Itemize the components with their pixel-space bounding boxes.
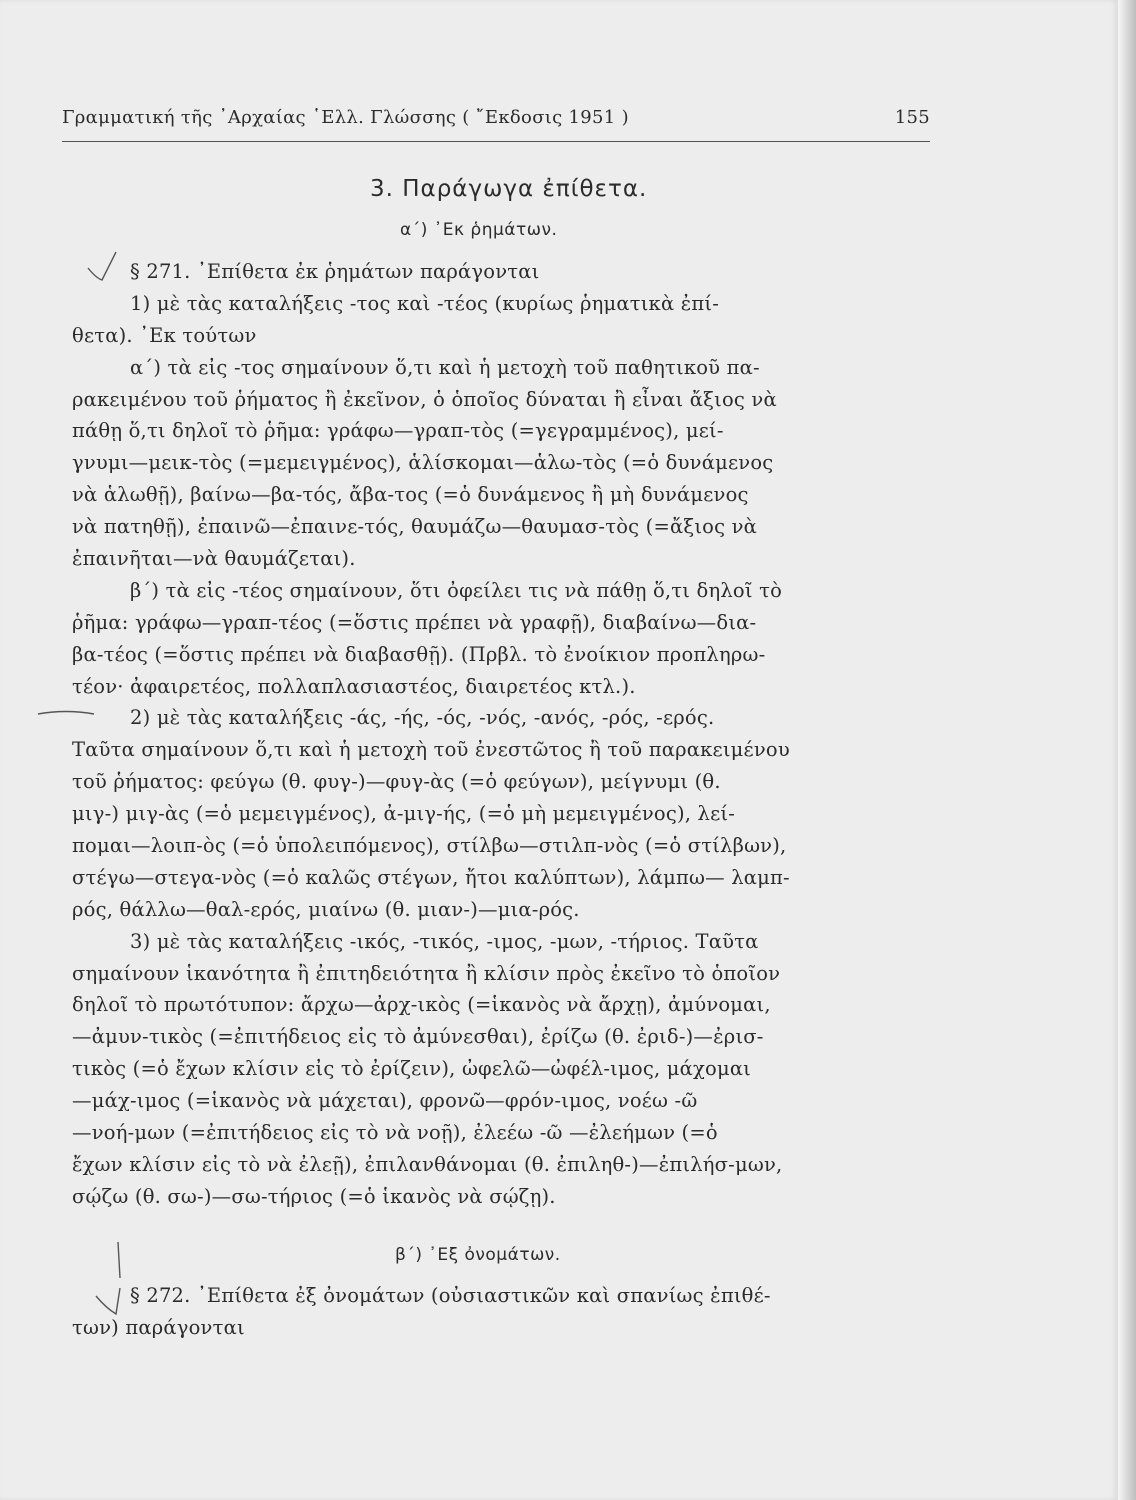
running-head xyxy=(62,107,930,128)
text-line: βα-τέος (=ὅστις πρέπει νὰ διαβασθῇ). (Πρβλ. τὸ ἐνοίκιον προπληρω- xyxy=(72,642,766,666)
text-block-271 xyxy=(72,256,934,1213)
pencil-check-mark-bottom xyxy=(92,1240,132,1320)
text-line: ρός, θάλλω—θαλ-ερός, μιαίνω (θ. μιαν-)—μια-ρός. xyxy=(72,897,580,921)
text-line: ῥῆμα: γράφω—γραπ-τέος (=ὅστις πρέπει νὰ γραφῇ), διαβαίνω—δια- xyxy=(72,610,757,634)
section-title: 3. Παράγωγα ἐπίθετα. xyxy=(370,176,648,202)
running-head-title: Γραμματική τῆς ᾽Αρχαίας ῾Ελλ. Γλώσσης ( ῎Εκδοσις 1951 ) xyxy=(62,107,629,128)
text-line: νὰ πατηθῇ), ἐπαινῶ—ἐπαινε-τός, θαυμάζω—θαυμασ-τὸς (=ἄξιος νὰ xyxy=(72,515,758,539)
pencil-underline-mark xyxy=(36,706,96,720)
text-line: σημαίνουν ἱκανότητα ἢ ἐπιτηδειότητα ἢ κλίσιν πρὸς ἐκεῖνο τὸ ὁποῖον xyxy=(72,961,781,985)
subheading-from-nouns: β΄) ᾽Εξ ὀνομάτων. xyxy=(395,1245,561,1265)
text-line: § 271. ᾽Επίθετα ἐκ ῥημάτων παράγονται xyxy=(130,260,540,283)
text-line: θετα). ᾽Εκ τούτων xyxy=(72,323,257,347)
text-line: στέγω—στεγα-νὸς (=ὁ καλῶς στέγων, ἤτοι καλύπτων), λάμπω— λαμπ- xyxy=(72,865,790,889)
text-line: —ἀμυν-τικὸς (=ἐπιτήδειος εἰς τὸ ἀμύνεσθαι), ἐρίζω (θ. ἐριδ-)—ἐρισ- xyxy=(72,1025,764,1049)
text-line: —μάχ-ιμος (=ἱκανὸς νὰ μάχεται), φρονῶ—φρόν-ιμος, νοέω -ῶ xyxy=(72,1089,698,1113)
text-line: 1) μὲ τὰς καταλήξεις -τος καὶ -τέος (κυρίως ῥηματικὰ ἐπί- xyxy=(130,291,720,315)
header-rule xyxy=(62,141,930,142)
text-block-272 xyxy=(72,1280,934,1344)
text-line: γνυμι—μεικ-τὸς (=μεμειγμένος), ἁλίσκομαι—ἁλω-τὸς (=ὁ δυνάμενος xyxy=(72,451,774,475)
text-line: πάθῃ ὅ,τι δηλοῖ τὸ ῥῆμα: γράφω—γραπ-τὸς (=γεγραμμένος), μεί- xyxy=(72,419,724,443)
text-line: μιγ-) μιγ-ὰς (=ὁ μεμειγμένος), ἀ-μιγ-ής, (=ὁ μὴ μεμειγμένος), λεί- xyxy=(72,802,736,826)
text-line: ἐπαινῆται—νὰ θαυμάζεται). xyxy=(72,547,356,571)
text-line: τικὸς (=ὁ ἔχων κλίσιν εἰς τὸ ἐρίζειν), ὠφελῶ—ὠφέλ-ιμος, μάχομαι xyxy=(72,1057,752,1081)
text-line: τέον· ἀφαιρετέος, πολλαπλασιαστέος, διαιρετέος κτλ.). xyxy=(72,674,636,698)
text-line: νὰ ἁλωθῇ), βαίνω—βα-τός, ἄβα-τος (=ὁ δυνάμενος ἢ μὴ δυνάμενος xyxy=(72,483,749,507)
text-line: ἔχων κλίσιν εἰς τὸ νὰ ἐλεῇ), ἐπιλανθάνομαι (θ. ἐπιληθ-)—ἐπιλήσ-μων, xyxy=(72,1152,783,1176)
text-line: 2) μὲ τὰς καταλήξεις -άς, -ής, -ός, -νός, -ανός, -ρός, -ερός. xyxy=(130,706,715,730)
text-line: τοῦ ῥήματος: φεύγω (θ. φυγ-)—φυγ-ὰς (=ὁ φεύγων), μείγνυμι (θ. xyxy=(72,770,721,794)
text-line: των) παράγονται xyxy=(72,1315,245,1339)
text-line: Ταῦτα σημαίνουν ὅ,τι καὶ ἡ μετοχὴ τοῦ ἐνεστῶτος ἢ τοῦ παρακειμένου xyxy=(72,738,790,762)
text-line: —νοή-μων (=ἐπιτήδειος εἰς τὸ νὰ νοῇ), ἐλεέω -ῶ —ἐλεήμων (=ὁ xyxy=(72,1121,718,1145)
text-line: β΄) τὰ εἰς -τέος σημαίνουν, ὅτι ὀφείλει τις νὰ πάθῃ ὅ,τι δηλοῖ τὸ xyxy=(130,578,783,602)
text-line: σῴζω (θ. σω-)—σω-τήριος (=ὁ ἱκανὸς νὰ σῴζῃ). xyxy=(72,1184,556,1208)
text-line: § 272. ᾽Επίθετα ἐξ ὀνομάτων (οὐσιαστικῶν καὶ σπανίως ἐπιθέ- xyxy=(130,1284,771,1307)
subheading-from-verbs: α΄) ᾽Εκ ῥημάτων. xyxy=(400,220,558,240)
text-line: ρακειμένου τοῦ ῥήματος ἢ ἐκεῖνον, ὁ ὁποῖος δύναται ἢ εἶναι ἄξιος νὰ xyxy=(72,387,777,411)
page-number: 155 xyxy=(894,107,930,128)
text-line: πομαι—λοιπ-ὸς (=ὁ ὑπολειπόμενος), στίλβω—στιλπ-νὸς (=ὁ στίλβων), xyxy=(72,834,787,858)
text-line: δηλοῖ τὸ πρωτότυπον: ἄρχω—ἀρχ-ικὸς (=ἱκανὸς νὰ ἄρχῃ), ἀμύνομαι, xyxy=(72,993,771,1017)
text-line: α΄) τὰ εἰς -τος σημαίνουν ὅ,τι καὶ ἡ μετοχὴ τοῦ παθητικοῦ πα- xyxy=(130,355,760,379)
page-edge xyxy=(1118,0,1136,1500)
text-line: 3) μὲ τὰς καταλήξεις -ικός, -τικός, -ιμος, -μων, -τήριος. Ταῦτα xyxy=(130,929,759,953)
pencil-check-mark-top xyxy=(86,248,146,288)
